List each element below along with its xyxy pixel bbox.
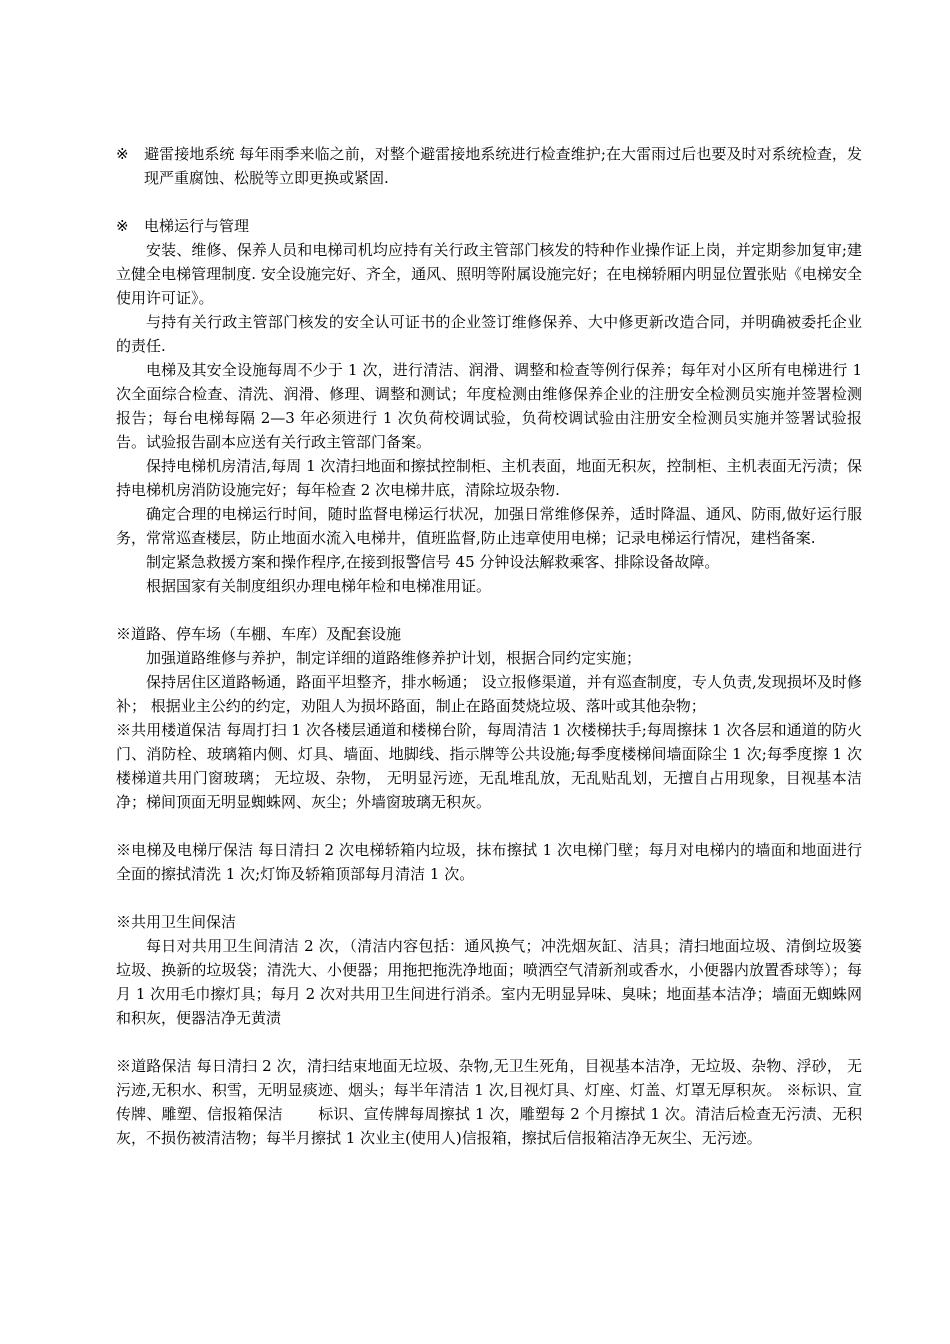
spacer	[116, 886, 862, 910]
elevator-heading	[116, 214, 862, 238]
elevator-para-5: 确定合理的电梯运行时间，随时监督电梯运行状况，加强日常维修保养，适时降温、通风、防雨,做好运行服务，常常巡查楼层，防止地面水流入电梯井，值班监督,防止违章使用电梯；记录电梯运行情况，建档备案.	[116, 505, 862, 547]
elevator-para-7: 根据国家有关制度组织办理电梯年检和电梯准用证。	[146, 577, 492, 595]
elevator-hall-cleaning-paragraph: ※电梯及电梯厅保洁 每日清扫 2 次电梯轿箱内垃圾，抹布擦拭 1 次电梯门壁；每月对电梯内的墙面和地面进行全面的擦拭清洗 1 次;灯饰及轿箱顶部每月清洁 1 次。	[116, 841, 862, 883]
restroom-heading: ※共用卫生间保洁	[116, 913, 237, 931]
elevator-para-2: 与持有关行政主管部门核发的安全认可证书的企业签订维修保养、大中修更新改造合同，并明确被委托企业的责任.	[116, 313, 862, 355]
spacer	[116, 190, 862, 214]
stairwell-cleaning-paragraph: ※共用楼道保洁 每周打扫 1 次各楼层通道和楼梯台阶，每周清洁 1 次楼梯扶手;每周擦抹 1 次各层和通道的防火门、消防栓、玻璃箱内侧、灯具、墙面、地脚线、指示牌等公共设施;每季度楼梯间墙面除尘 1 次;每季度擦 1 次楼梯道共用门窗玻璃； 无垃圾、杂物， 无明显污迹，无乱堆乱放，无乱贴乱划，无擅自占用现象，目视基本洁净；梯间顶面无明显蜘蛛网、灰尘；外墙窗玻璃无积灰。	[116, 721, 862, 811]
roads-para-1: 加强道路维修与养护，制定详细的道路维修养护计划，根据合同约定实施；	[146, 649, 642, 667]
roads-heading: ※道路、停车场（车棚、车库）及配套设施	[116, 625, 402, 643]
spacer	[116, 814, 862, 838]
roads-para-2: 保持居住区道路畅通，路面平坦整齐，排水畅通； 设立报修渠道，并有巡查制度，专人负责,发现损坏及时修补； 根据业主公约的约定，劝阻人为损坏路面，制止在路面焚烧垃圾、落叶或其他杂物；	[116, 673, 862, 715]
elevator-para-6: 制定紧急救援方案和操作程序,在接到报警信号 45 分钟设法解救乘客、排除设备故障。	[146, 553, 720, 571]
reference-mark: ※	[116, 217, 129, 235]
lightning-paragraph	[116, 142, 862, 190]
elevator-para-3: 电梯及其安全设施每周不少于 1 次，进行清洁、润滑、调整和检查等例行保养；每年对小区所有电梯进行 1 次全面综合检查、清洗、润滑、修理、调整和测试；年度检测由维修保养企业的注册安全检测员实施并签署检测报告；每台电梯每隔 2—3 年必须进行 1 次负荷校调试验，负荷校调试验由注册安全检测员实施并签署试验报告。试验报告副本应送有关行政主管部门备案。	[116, 361, 862, 451]
elevator-title: 电梯运行与管理	[144, 217, 250, 235]
reference-mark: ※	[116, 145, 129, 163]
elevator-para-4: 保持电梯机房清洁,每周 1 次清扫地面和擦拭控制柜、主机表面，地面无积灰，控制柜、主机表面无污渍；保持电梯机房消防设施完好；每年检查 2 次电梯井底，清除垃圾杂物.	[116, 457, 862, 499]
spacer	[116, 1030, 862, 1054]
elevator-para-1: 安装、维修、保养人员和电梯司机均应持有关行政主管部门核发的特种作业操作证上岗，并定期参加复审;建立健全电梯管理制度. 安全设施完好、齐全，通风、照明等附属设施完好；在电梯轿厢内明显位置张贴《电梯安全使用许可证》。	[116, 241, 862, 307]
restroom-paragraph: 每日对共用卫生间清洁 2 次，（清洁内容包括：通风换气；冲洗烟灰缸、洁具；清扫地面垃圾、清倒垃圾篓垃圾、换新的垃圾袋；清洗大、小便器；用拖把拖洗净地面；喷洒空气清新剂或香水，小便器内放置香球等）；每月 1 次用毛巾擦灯具；每月 2 次对共用卫生间进行消杀。室内无明显异味、臭味；地面基本洁净；墙面无蜘蛛网和积灰，便器洁净无黄渍	[116, 937, 862, 1027]
lightning-text: 避雷接地系统 每年雨季来临之前，对整个避雷接地系统进行检查维护;在大雷雨过后也要及时对系统检查，发现严重腐蚀、松脱等立即更换或紧固.	[144, 145, 862, 187]
road-cleaning-paragraph: ※道路保洁 每日清扫 2 次，清扫结束地面无垃圾、杂物,无卫生死角，目视基本洁净，无垃圾、杂物、浮砂， 无污迹,无积水、积雪，无明显痰迹、烟头；每半年清洁 1 次,目视灯具、灯座、灯盖、灯罩无厚积灰。 ※标识、宣传牌、雕塑、信报箱保洁 标识、宣传牌每周擦拭 1 次，雕塑每 2 个月擦拭 1 次。清洁后检查无污渍、无积灰，不损伤被清洁物；每半月擦拭 1 次业主(使用人)信报箱，擦拭后信报箱洁净无灰尘、无污迹。	[116, 1057, 862, 1147]
spacer	[116, 598, 862, 622]
